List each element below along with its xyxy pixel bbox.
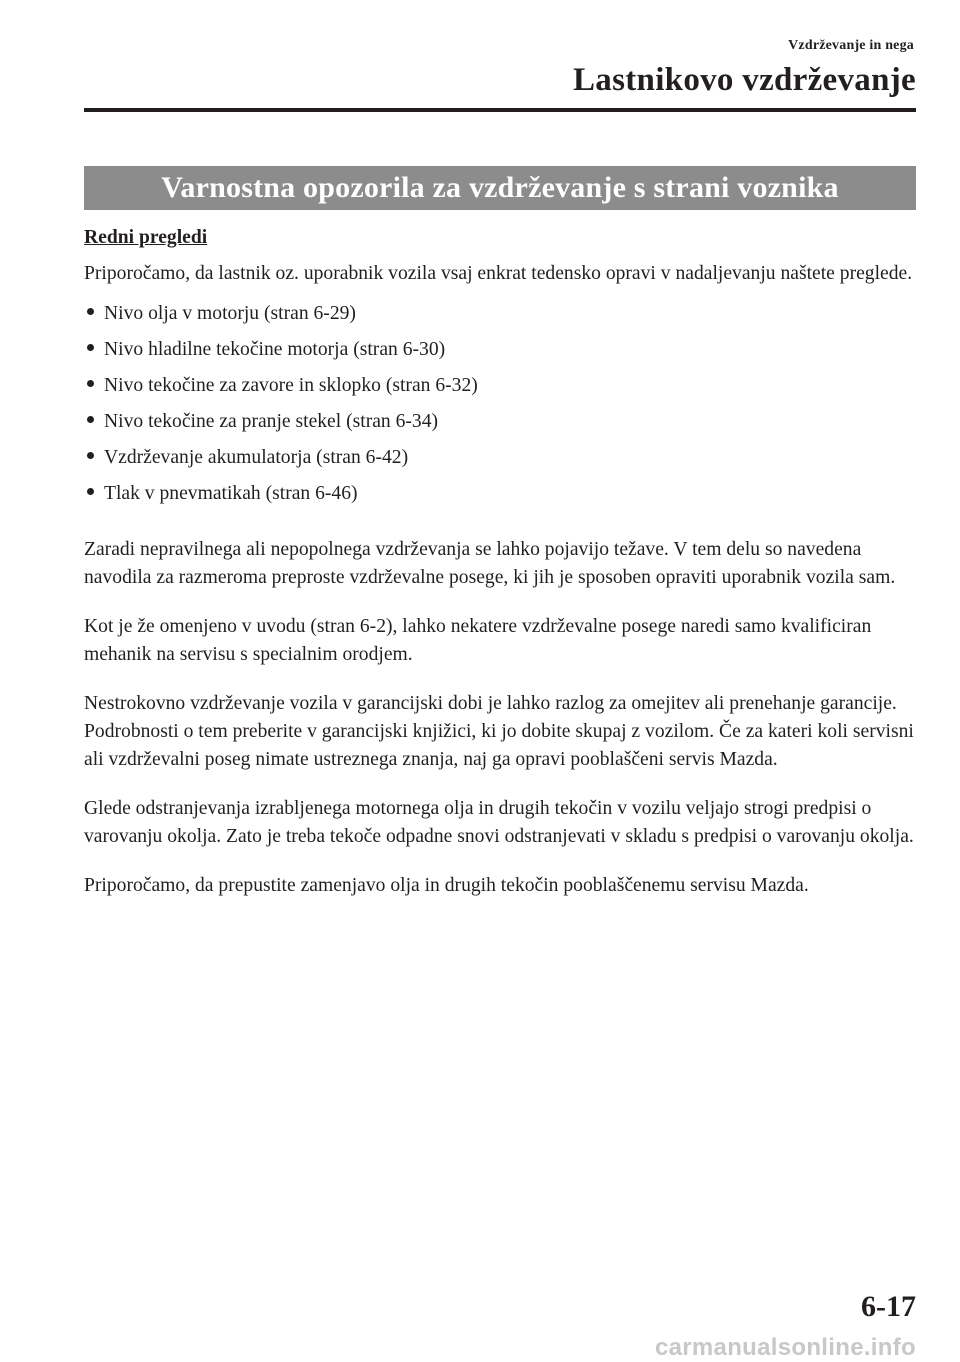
list-item-text: Vzdrževanje akumulatorja (stran 6-42) xyxy=(104,447,409,468)
section-title: Lastnikovo vzdrževanje xyxy=(573,62,916,98)
paragraph-recommendation: Priporočamo, da prepustite zamenjavo olja in drugih tekočin pooblaščenemu servisu Mazda. xyxy=(84,875,809,896)
inspection-list xyxy=(84,300,916,516)
bullet-icon xyxy=(87,308,94,315)
bullet-icon xyxy=(87,452,94,459)
page-number: 6-17 xyxy=(861,1290,916,1323)
subheading: Redni pregledi xyxy=(84,227,208,248)
watermark: carmanualsonline.info xyxy=(654,1334,916,1361)
paragraph-qualified-mechanic: Kot je že omenjeno v uvodu (stran 6-2), lahko nekatere vzdrževalne posege naredi samo kvalificiran mehanik na servisu s specialnim orodjem. xyxy=(84,616,872,665)
paragraph-warranty: Nestrokovno vzdrževanje vozila v garancijski dobi je lahko razlog za omejitev ali prenehanje garancije. Podrobnosti o tem preberite v garancijski knjižici, ki jo dobite skupaj z vozilom. Če za kateri koli servisni ali vzdrževalni poseg nimate ustreznega znanja, naj ga opravi pooblaščeni servis Mazda. xyxy=(84,693,914,770)
list-item-text: Nivo tekočine za pranje stekel (stran 6-34) xyxy=(104,411,439,432)
header-rule xyxy=(84,108,916,112)
paragraph-maintenance-issues: Zaradi nepravilnega ali nepopolnega vzdrževanja se lahko pojavijo težave. V tem delu so navedena navodila za razmeroma preproste vzdrževalne posege, ki jih je sposoben opraviti uporabnik vozila sam. xyxy=(84,539,896,588)
section-banner xyxy=(84,166,916,210)
bullet-icon xyxy=(87,416,94,423)
list-item xyxy=(84,444,916,480)
list-item xyxy=(84,408,916,444)
list-item xyxy=(84,336,916,372)
list-item-text: Nivo olja v motorju (stran 6-29) xyxy=(104,303,356,324)
bullet-icon xyxy=(87,380,94,387)
banner-title: Varnostna opozorila za vzdrževanje s strani voznika xyxy=(161,171,839,204)
bullet-icon xyxy=(87,344,94,351)
list-item xyxy=(84,300,916,336)
list-item-text: Nivo tekočine za zavore in sklopko (stran 6-32) xyxy=(104,375,478,396)
bullet-icon xyxy=(87,488,94,495)
paragraph-environment: Glede odstranjevanja izrabljenega motornega olja in drugih tekočin v vozilu veljajo strogi predpisi o varovanju okolja. Zato je treba tekoče odpadne snovi odstranjevati v skladu s predpisi o varovanju okolja. xyxy=(84,798,914,847)
list-item-text: Nivo hladilne tekočine motorja (stran 6-30) xyxy=(104,339,446,360)
list-item xyxy=(84,372,916,408)
intro-paragraph: Priporočamo, da lastnik oz. uporabnik vozila vsaj enkrat tedensko opravi v nadaljevanju naštete preglede. xyxy=(84,263,913,284)
main-content xyxy=(84,224,916,921)
list-item-text: Tlak v pnevmatikah (stran 6-46) xyxy=(104,483,358,504)
chapter-label: Vzdrževanje in nega xyxy=(788,38,914,53)
list-item xyxy=(84,480,916,516)
